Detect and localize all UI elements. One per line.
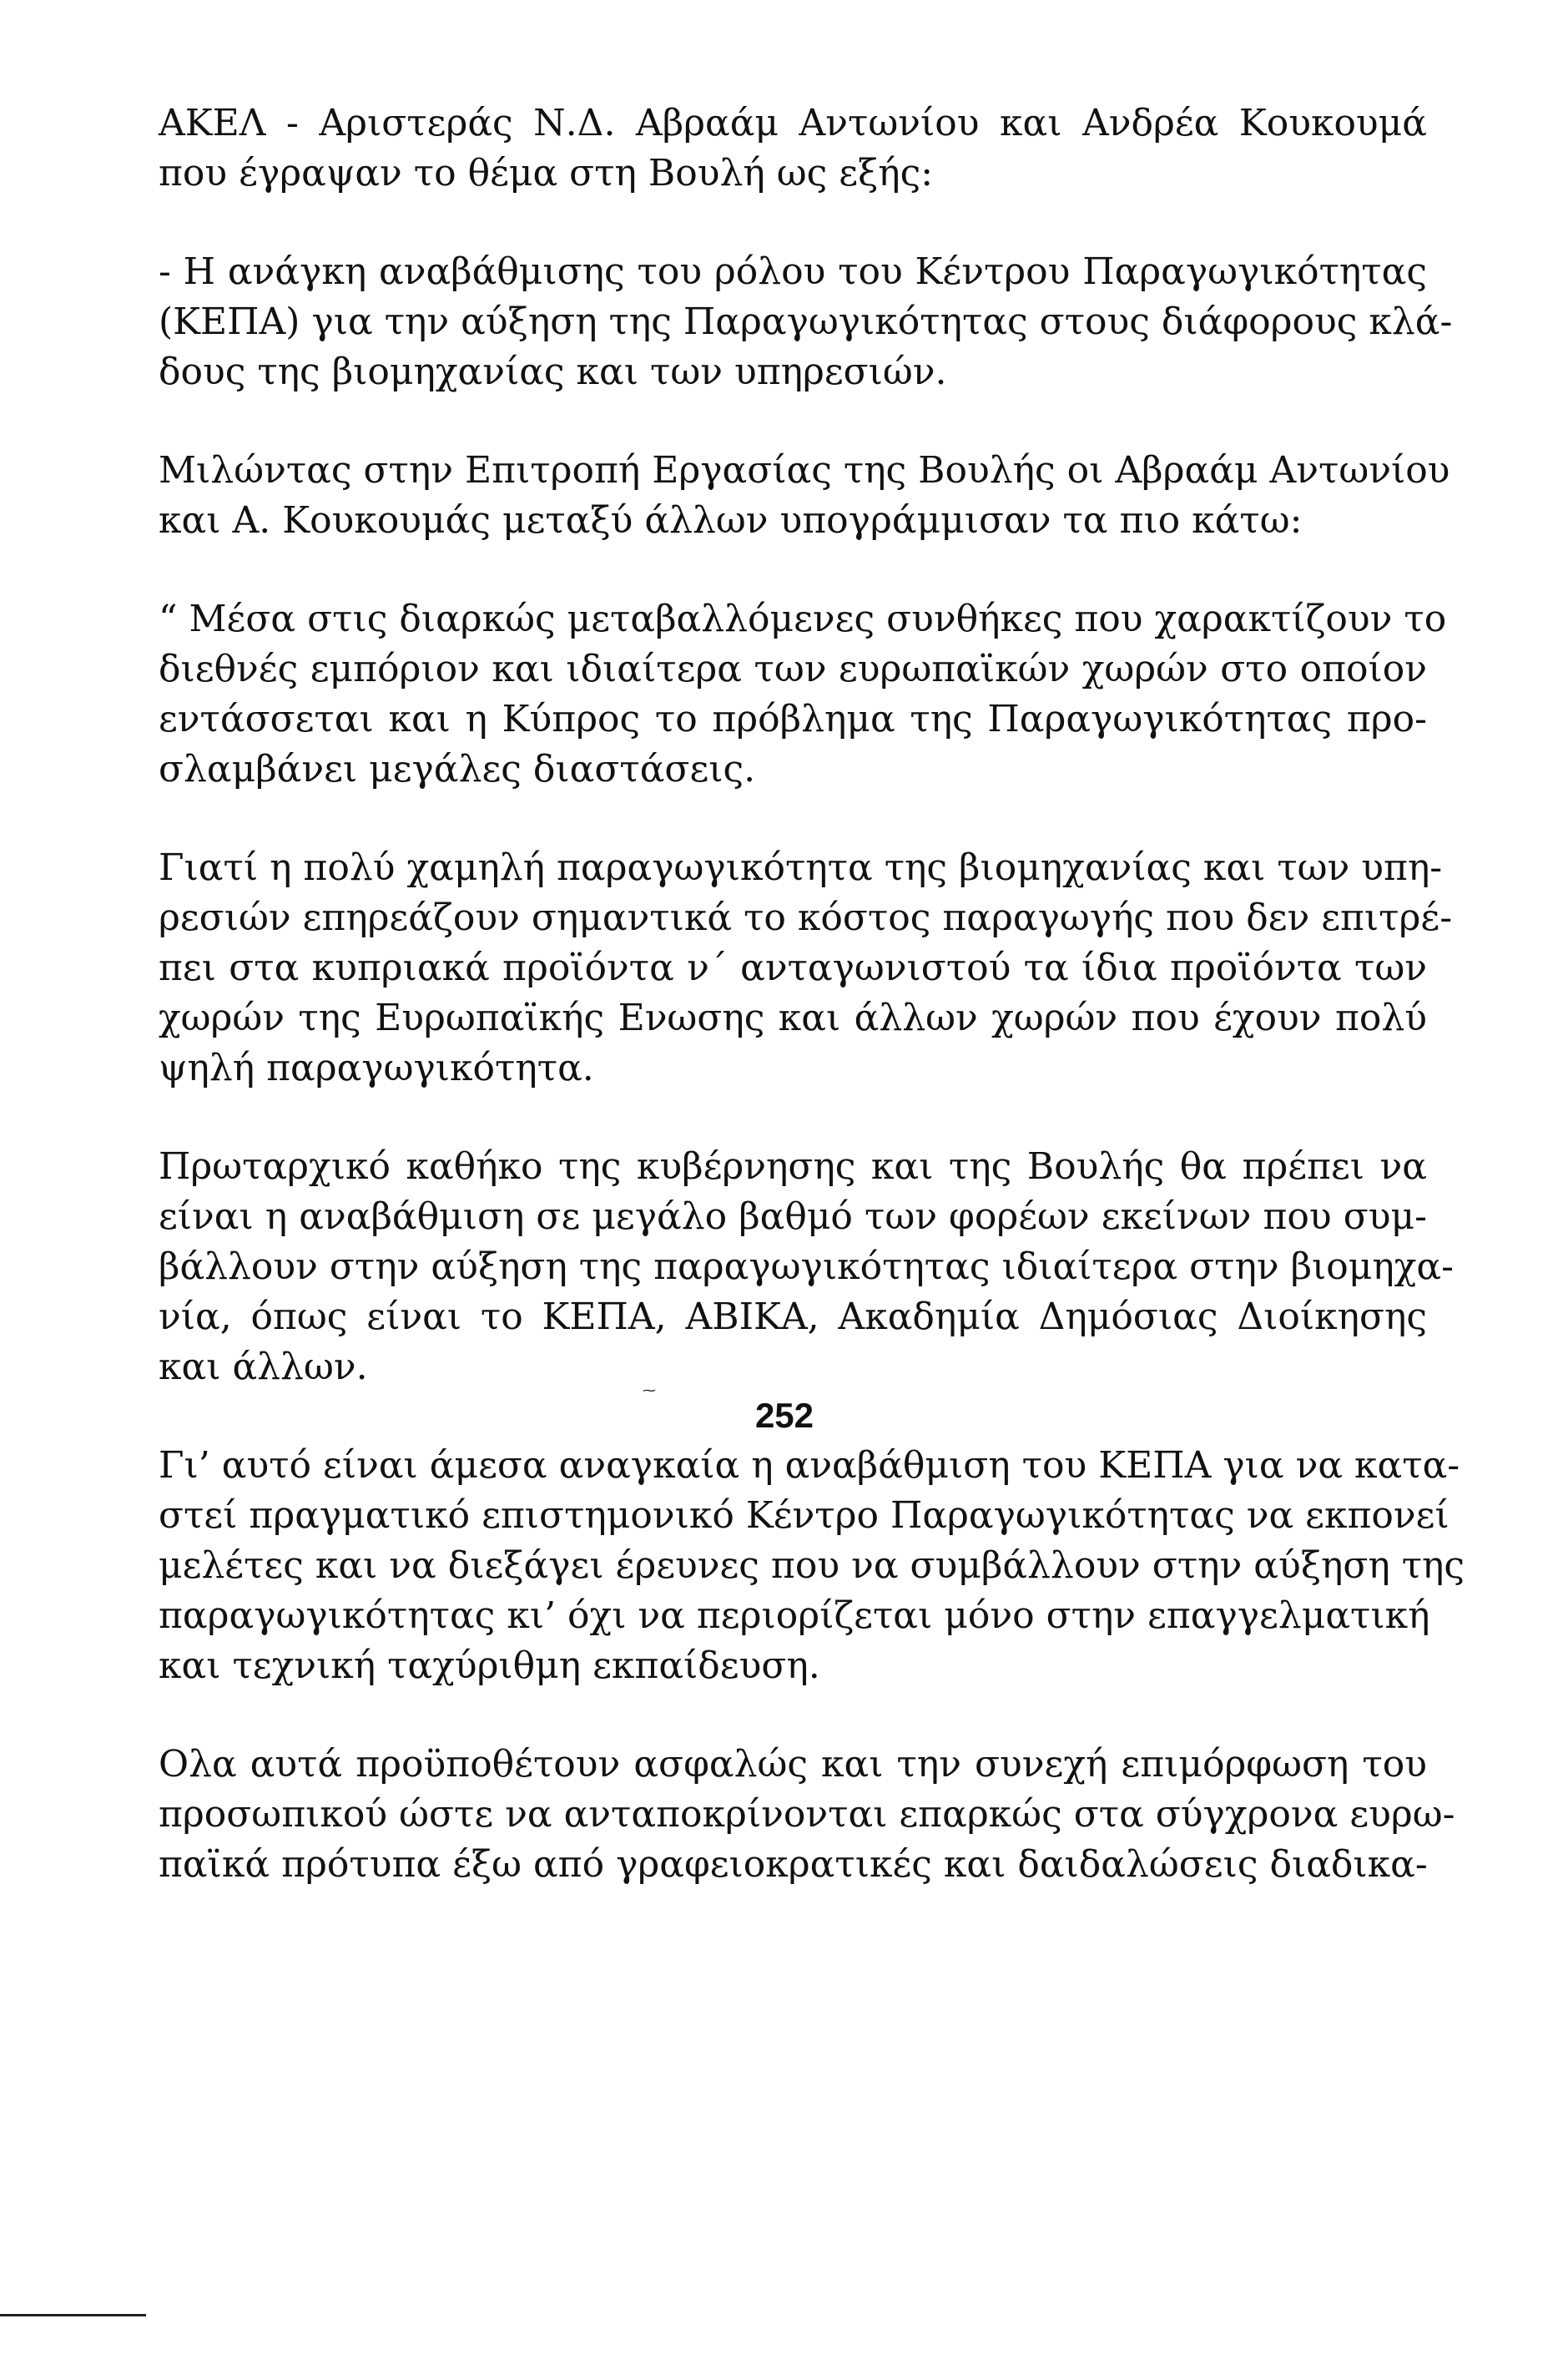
text-line: - Η ανάγκη αναβάθμισης του ρόλου του Κέντρου Παραγωγικότητας (159, 250, 1427, 293)
paragraph-topic (159, 247, 1453, 397)
paragraph-quote-open (159, 594, 1447, 795)
text-line: εντάσσεται και η Κύπρος το πρόβλημα της Παραγωγικότητας προ- (159, 698, 1427, 740)
paragraph-intro (159, 99, 1427, 199)
text-line: Μιλώντας στην Επιτροπή Εργασίας της Βουλής οι Αβραάμ Αντωνίου (159, 449, 1450, 492)
text-line: διεθνές εμπόριον και ιδιαίτερα των ευρωπαϊκών χωρών στο οποίον (159, 648, 1427, 690)
text-line: σλαμβάνει μεγάλες διαστάσεις. (159, 748, 756, 791)
text-line: στεί πραγματικό επιστημονικό Κέντρο Παραγωγικότητας να εκπονεί (159, 1494, 1450, 1537)
text-line: παϊκά πρότυπα έξω από γραφειοκρατικές και δαιδαλώσεις διαδικα- (159, 1843, 1428, 1886)
scan-edge-line (0, 2314, 146, 2316)
text-line: και Α. Κουκουμάς μεταξύ άλλων υπογράμμισαν τα πιο κάτω: (159, 499, 1303, 542)
text-line: χωρών της Ευρωπαϊκής Ενωσης και άλλων χωρών που έχουν πολύ (159, 997, 1427, 1039)
text-line: μελέτες και να διεξάγει έρευνες που να συμβάλλουν στην αύξηση της (159, 1544, 1465, 1587)
paragraph-training (159, 1740, 1455, 1890)
text-line: είναι η αναβάθμιση σε μεγάλο βαθμό των φορέων εκείνων που συμ- (159, 1195, 1427, 1238)
text-line: δους της βιομηχανίας και των υπηρεσιών. (159, 351, 947, 393)
text-line: (ΚΕΠΑ) για την αύξηση της Παραγωγικότητας στους διάφορους κλά- (159, 301, 1453, 343)
text-line: Ολα αυτά προϋποθέτουν ασφαλώς και την συνεχή επιμόρφωση του (159, 1743, 1427, 1786)
text-line: βάλλουν στην αύξηση της παραγωγικότητας ιδιαίτερα στην βιομηχα- (159, 1245, 1454, 1288)
text-line: πει στα κυπριακά προϊόντα ν΄ ανταγωνιστού τα ίδια προϊόντα των (159, 947, 1427, 989)
paragraph-kepa-upgrade (159, 1441, 1465, 1691)
text-line: που έγραψαν το θέμα στη Βουλή ως εξής: (159, 152, 934, 194)
text-line: Γι’ αυτό είναι άμεσα αναγκαία η αναβάθμιση του ΚΕΠΑ για να κατα- (159, 1444, 1460, 1487)
text-line: παραγωγικότητας κι’ όχι να περιορίζεται μόνο στην επαγγελματική (159, 1594, 1430, 1637)
scan-speck-mark: ⁓ (643, 1382, 656, 1398)
body-text (159, 99, 1465, 1938)
text-line: και άλλων. (159, 1346, 368, 1388)
text-line: ΑΚΕΛ - Αριστεράς Ν.Δ. Αβραάμ Αντωνίου και Ανδρέα Κουκουμά (159, 102, 1427, 144)
text-line: ρεσιών επηρεάζουν σημαντικά το κόστος παραγωγής που δεν επιτρέ- (159, 897, 1453, 939)
text-line: νία, όπως είναι το ΚΕΠΑ, ΑΒΙΚΑ, Ακαδημία Δημόσιας Διοίκησης (159, 1296, 1427, 1338)
text-line: Πρωταρχικό καθήκο της κυβέρνησης και της Βουλής θα πρέπει να (159, 1145, 1427, 1188)
page-number: 252 (754, 1396, 814, 1435)
text-line: Γιατί η πολύ χαμηλή παραγωγικότητα της βιομηχανίας και των υπη- (159, 846, 1443, 889)
text-line: ψηλή παραγωγικότητα. (159, 1047, 594, 1089)
paragraph-priority (159, 1142, 1454, 1398)
text-line: και τεχνική ταχύριθμη εκπαίδευση. (159, 1644, 820, 1687)
text-line: προσωπικού ώστε να ανταποκρίνονται επαρκώς στα σύγχρονα ευρω- (159, 1793, 1455, 1836)
text-line: “ Μέσα στις διαρκώς μεταβαλλόμενες συνθήκες που χαρακτίζουν το (159, 598, 1447, 640)
paragraph-committee (159, 446, 1450, 546)
paragraph-low-productivity (159, 843, 1453, 1094)
